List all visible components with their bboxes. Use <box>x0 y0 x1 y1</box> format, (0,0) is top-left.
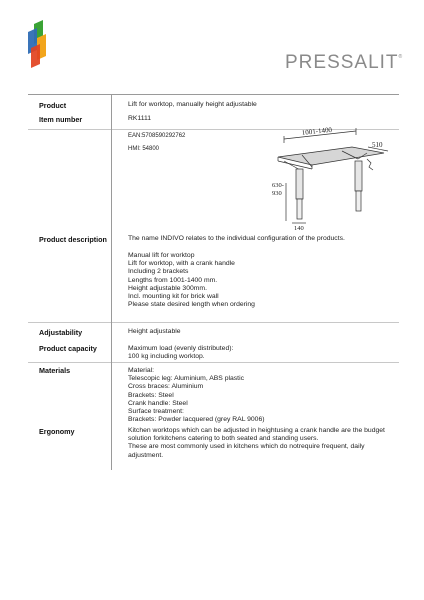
ergonomy-line: adjustment. <box>128 451 164 459</box>
materials-line: Brackets: Powder lacquered (grey RAL 9006) <box>128 416 265 424</box>
description-list <box>128 252 255 309</box>
hmi-code: HMI: 54800 <box>128 146 160 152</box>
materials-line: Surface treatment: <box>128 408 184 416</box>
item-number-label: Item number <box>39 115 83 124</box>
product-value: Lift for worktop, manually height adjustable <box>128 101 257 108</box>
capacity-list <box>128 345 233 361</box>
rule-after-description <box>28 322 399 323</box>
description-line: Lengths from 1001-1400 mm. <box>128 276 218 284</box>
dim-leg-width: 140 <box>294 225 304 230</box>
product-description-label: Product description <box>39 235 107 244</box>
ergonomy-label: Ergonomy <box>39 427 75 436</box>
table-column-divider <box>111 94 112 470</box>
ergonomy-list <box>128 427 385 460</box>
adjustability-value: Height adjustable <box>128 328 181 335</box>
materials-line: Cross braces: Aluminium <box>128 383 204 391</box>
pressalit-logo-mark-icon <box>26 20 48 68</box>
product-label: Product <box>39 101 67 110</box>
capacity-line: Maximum load (evenly distributed): <box>128 345 234 352</box>
description-line: Incl. mounting kit for brick wall <box>128 293 219 301</box>
rule-after-capacity <box>28 362 399 363</box>
dim-height-min: 630- <box>272 182 284 189</box>
worktop-lift-drawing <box>272 125 392 230</box>
materials-line: Brackets: Steel <box>128 391 174 399</box>
ergonomy-line: Kitchen worktops which can be adjusted in heightusing a crank handle are the budget <box>128 427 385 434</box>
brand-wordmark <box>285 52 402 74</box>
materials-line: Material: <box>128 367 155 374</box>
materials-line: Crank handle: Steel <box>128 399 188 407</box>
ean-code: EAN:5708590292762 <box>128 133 186 139</box>
materials-label: Materials <box>39 366 71 375</box>
table-top-rule <box>28 94 399 95</box>
adjustability-label: Adjustability <box>39 328 83 337</box>
product-capacity-label: Product capacity <box>39 344 97 353</box>
ergonomy-line: solution forkitchens catering to both seated and standing users. <box>128 435 319 443</box>
brand-name: PRESSALIT <box>285 52 399 73</box>
trademark-symbol: ® <box>398 54 403 60</box>
description-line: Lift for worktop, with a crank handle <box>128 260 235 268</box>
materials-list <box>128 367 265 424</box>
ergonomy-line: These are most commonly used in kitchens which do notrequire frequent, daily <box>128 443 365 451</box>
description-line: Including 2 brackets <box>128 268 189 276</box>
item-number-value: RK1111 <box>128 115 152 122</box>
materials-line: Telescopic leg: Aluminium, ABS plastic <box>128 375 244 383</box>
dim-length: 1001-1400 <box>301 125 333 137</box>
dim-depth: 510 <box>372 141 383 149</box>
description-line: Height adjustable 300mm. <box>128 284 207 292</box>
dim-height-max: 930 <box>272 190 282 197</box>
description-line: Manual lift for worktop <box>128 252 195 259</box>
description-line: Please state desired length when ordering <box>128 301 255 309</box>
capacity-line: 100 kg including worktop. <box>128 353 205 361</box>
description-intro: The name INDIVO relates to the individual configuration of the products. <box>128 235 345 242</box>
